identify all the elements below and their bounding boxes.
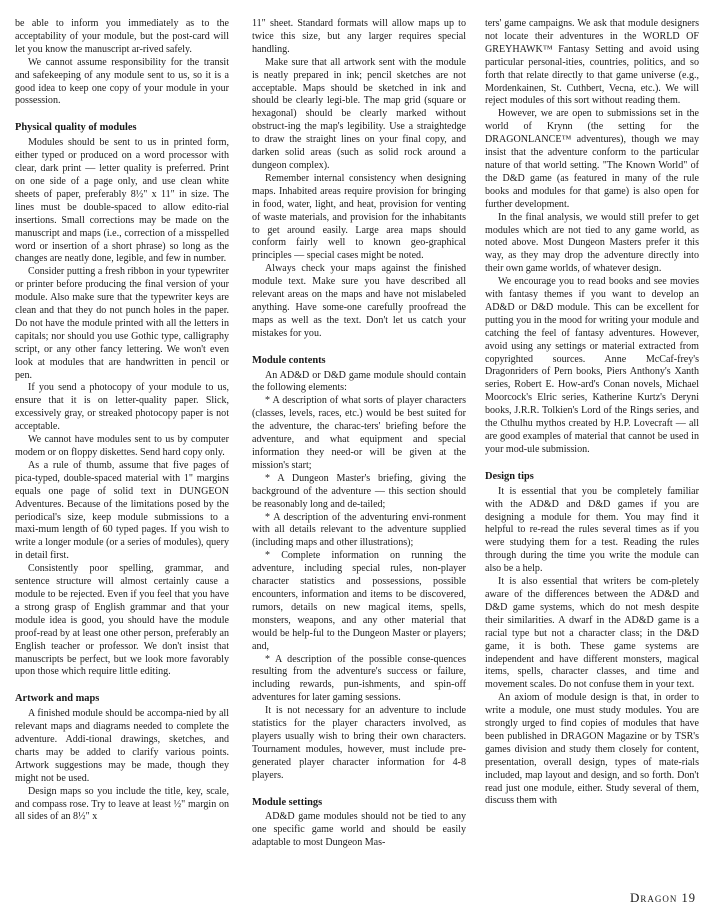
paragraph: It is not necessary for an adventure to include statistics for the player characters involved, as players usually wish to bring their own characters. Tournament modules, however, must include pre-generated player character information for 4-8 players. — [252, 705, 466, 781]
section-heading: Artwork and maps — [15, 693, 100, 705]
paragraph: Remember internal consistency when designing maps. Inhabited areas require provision for bringing in food, water, light, and heat, provision for venting of waste materials, and provision for the inhabitants to get around easily. Large area maps should conform fairly well to known geo-graphical principles — special cases might be noted. — [252, 172, 466, 262]
paragraph: ters' game campaigns. We ask that module designers not locate their adventures in the WORLD OF GREYHAWK™ Fantasy Setting and avoid using particular personal-ities, countries, politics, and so forth that relate directly to that game universe (e.g., Mordenkainen, St. Cuthbert, Vecna, etc.). We will reject modules of this sort without reading them. — [485, 18, 699, 107]
paragraph: A finished module should be accompa-nied by all relevant maps and diagrams needed to complete the adventure. Addi-tional drawings, sketches, and charts may be added to clarify various points. Artwork suggestions may be made, though they might not be used. — [15, 708, 229, 784]
paragraph: AD&D game modules should not be tied to any one specific game world and should be easily adaptable to most Dungeon Mas- — [252, 811, 466, 849]
paragraph: As a rule of thumb, assume that five pages of pica-typed, double-spaced material with 1" margins equals one page of solid text in DUNGEON Adventures. Because of the limitations posed by the periodical's size, keep module submissions to a maxi-mum length of 60 typed pages. If you wish to write a longer module (or a series of modules), query in detail first. — [15, 459, 229, 562]
paragraph: Make sure that all artwork sent with the module is neatly prepared in ink; pencil sketches are not acceptable. Maps should be sketched in ink and should be clearly legi-ble. The map grid (square or hexagonal) should be clearly marked without obstruct-ing the map's legibility. Use a straightedge to draw the straight lines on your final copy, and darken solid areas (such as solid rock around a dungeon complex). — [252, 56, 466, 171]
paragraph: We cannot have modules sent to us by computer modem or on floppy diskettes. Send hard copy only. — [15, 434, 229, 458]
paragraph: An AD&D or D&D game module should contain the following elements: — [252, 369, 466, 394]
section-heading: Module contents — [252, 354, 326, 366]
paragraph: * A description of the possible conse-quences resulting from the adventure's success or failure, including rewards, pun-ishments, and spin-off adventures for later gaming sessions. — [252, 653, 466, 704]
page-footer — [630, 890, 696, 906]
text-column-1 — [15, 18, 229, 824]
section-heading: Design tips — [485, 470, 534, 482]
paragraph: be able to inform you immediately as to the acceptability of your module, but the post-card will let you know the manuscript ar-rived safely. — [15, 18, 229, 55]
text-column-3 — [485, 18, 699, 808]
paragraph: * A description of the adventuring envi-ronment with all details relevant to the adventure supplied (including maps and other illustrations); — [252, 511, 466, 549]
text-column-2 — [252, 18, 466, 850]
magazine-name: Dragon — [629, 890, 678, 905]
section-heading: Physical quality of modules — [15, 122, 137, 134]
page-number: 19 — [681, 891, 696, 905]
paragraph: 11" sheet. Standard formats will allow maps up to twice this size, but any larger requires special handling. — [252, 18, 466, 55]
paragraph: * A description of what sorts of player characters (classes, levels, races, etc.) would be best suited for the adventure, the charac-ters' briefing before the adventure, and what equipment and special information they need-or will be given at the mission's start; — [252, 395, 466, 471]
paragraph: Design maps so you include the title, key, scale, and compass rose. Try to leave at least ½" margin on all sides of an 8½" x — [15, 785, 229, 823]
paragraph: It is essential that you be completely familiar with the AD&D and D&D games if you are designing a module for them. You may find it helpful to re-read the rules several times as if you were studying them for a test. Reading the rules through during the time you write the module can also be a help. — [485, 485, 699, 575]
section-heading: Module settings — [252, 796, 323, 808]
paragraph: An axiom of module design is that, in order to write a module, one must study modules. You are strongly urged to find copies of modules that have been published in DRAGON Magazine or by TSR's games division and study them closely for content, presentation, overall design, types of mate-rials included, map layout and design, and so forth. Don't read just one module, either. Study several of them, discuss them with — [485, 692, 699, 807]
paragraph: * A Dungeon Master's briefing, giving the background of the adventure — this section should be reasonably long and de-tailed; — [252, 472, 466, 510]
paragraph: We encourage you to read books and see movies with fantasy themes if you want to develop an AD&D or D&D module. This can be excellent for putting you in the mood for writing your module and catching the feel of fantasy adventures. However, avoid using any settings or material extracted from copyrighted sources. Anne McCaf-frey's Dragonriders of Pern books, Piers Anthony's Xanth series, Robert E. How-ard's Conan novels, Michael Moorcock's Elric series, Katherine Kurtz's Deryni books, J.R.R. Tolkien's Lord of the Rings series, and the Cthulhu mythos created by H.P. Lovecraft — all are good examples of material that cannot be used in your mod-ule submission. — [485, 276, 699, 455]
paragraph: However, we are open to submissions set in the world of Krynn (the setting for the DRAGONLANCE™ adventures), though we may insist that the adventure conform to the particular nature of that world setting. "The Known World" of the D&D game (as featured in many of the rule books and modules for that game) is also open for further development. — [485, 108, 699, 210]
paragraph: Always check your maps against the finished module text. Make sure you have described all relevant areas on the maps and have not mislabeled anything. Have some-one carefully proofread the maps as well as the text. Don't let us catch your mistakes for you. — [252, 263, 466, 339]
paragraph: Modules should be sent to us in printed form, either typed or produced on a word processor with clear, dark print — letter quality is preferred. Print on one side of a page only, and use clean white sheets of paper, preferably 8½" x 11" in size. The lines must be double-spaced to allow edito-rial insertions. Small corrections may be made on the manuscript and maps (i.e., correction of a misspelled word or insertion of a short phrase) so long as the changes are neatly done, legible, and few in number. — [15, 137, 229, 265]
paragraph: * Complete information on running the adventure, including special rules, non-player character statistics and possessions, possible encounters, information and items to be discovered, rumors, details on new magical items, spells, monsters, weapons, and any other material that would be help-ful to the Dungeon Master or players; and, — [252, 550, 466, 652]
paragraph: We cannot assume responsibility for the transit and safekeeping of any module sent to us, so it is a good idea to keep one copy of your module in your possession. — [15, 56, 229, 107]
paragraph: Consistently poor spelling, grammar, and sentence structure will almost certainly cause a module to be rejected. Even if you feel that you have a strong grasp of English grammar and that your module idea is good, you should have the module proof-read by at least one other person, preferably an English teacher or professor. We don't insist that manuscripts be perfect, but we look more favorably upon those which require little editing. — [15, 563, 229, 678]
paragraph: If you send a photocopy of your module to us, ensure that it is on letter-quality paper. Slick, excessively gray, or streaked photocopy paper is not acceptable. — [15, 382, 229, 433]
paragraph: In the final analysis, we would still prefer to get modules which are not tied to any game world, as noted above. Most Dungeon Masters prefer it this way, as they may drop the adventure directly into their own game worlds, of whatever design. — [485, 211, 699, 275]
paragraph: Consider putting a fresh ribbon in your typewriter or printer before producing the final version of your module. Also make sure that the typewriter keys are clean and that they do not punch holes in the paper. Do not have the module printed with all the letters in capitals; nor should you use Gothic type, calligraphy script, or any other fancy lettering. We won't even look at modules that are handwritten in pencil or pen. — [15, 266, 229, 381]
paragraph: It is also essential that writers be com-pletely aware of the differences between the AD&D and D&D game systems, which do not mesh despite their similarities. A dwarf in the AD&D game is a racial type but not a character class; in the D&D game, it is both. These game systems are independent and have different monsters, magical items, spells, character classes, and time and movement scales. Do not confuse them in your text. — [485, 576, 699, 691]
